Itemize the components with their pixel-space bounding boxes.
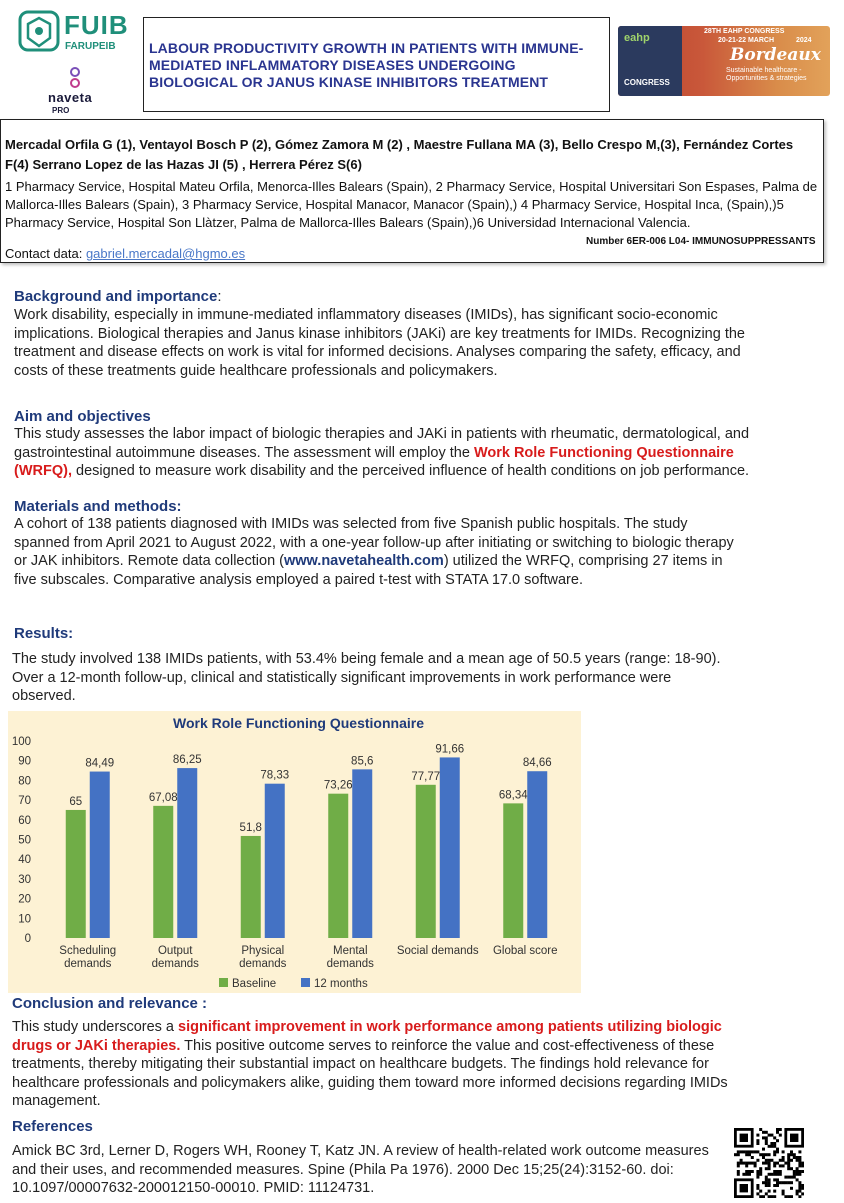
qr-module xyxy=(779,1164,782,1167)
qr-module xyxy=(737,1150,740,1153)
data-label: 91,66 xyxy=(435,743,465,756)
qr-module xyxy=(773,1164,776,1167)
qr-module xyxy=(784,1162,787,1165)
qr-code-icon xyxy=(734,1128,804,1198)
qr-module xyxy=(762,1162,765,1165)
eahp-city: Bordeaux xyxy=(730,45,821,65)
eahp-dates: 20-21-22 MARCH xyxy=(718,37,775,44)
bar-12-months xyxy=(352,769,372,938)
results-section xyxy=(12,650,832,706)
qr-module xyxy=(745,1162,748,1165)
contact-line xyxy=(5,246,245,261)
qr-module xyxy=(776,1148,779,1151)
qr-module xyxy=(790,1167,793,1170)
x-tick-label: demands xyxy=(326,958,374,970)
y-tick-label: 100 xyxy=(11,736,31,748)
qr-module xyxy=(776,1139,779,1142)
methods-heading: Materials and methods: xyxy=(14,498,182,515)
legend-label: Baseline xyxy=(232,978,277,990)
qr-module xyxy=(796,1170,799,1173)
qr-module xyxy=(756,1159,759,1162)
qr-module xyxy=(759,1167,762,1170)
fuib-logo xyxy=(18,10,128,56)
qr-module xyxy=(770,1134,773,1137)
y-tick-label: 20 xyxy=(18,893,31,906)
bar-baseline xyxy=(241,836,261,938)
abstract-number: Number 6ER-006 L04- IMMUNOSUPPRESSANTS xyxy=(586,236,816,247)
qr-module xyxy=(748,1173,751,1176)
aim-body-part1: This study assesses the labor impact of biologic therapies and JAKi in patients with rheumatic, dermatological, and gastrointestinal autoimmune diseases. The assessment will employ the xyxy=(14,426,750,461)
qr-module xyxy=(745,1150,748,1153)
qr-module xyxy=(770,1142,773,1145)
x-tick-label: demands xyxy=(151,958,199,970)
qr-module xyxy=(737,1153,740,1156)
qr-module xyxy=(762,1156,765,1159)
aim-body xyxy=(14,425,774,481)
qr-module xyxy=(801,1184,804,1187)
qr-module xyxy=(751,1156,754,1159)
qr-module xyxy=(798,1159,801,1162)
qr-module xyxy=(756,1173,759,1176)
qr-module xyxy=(759,1153,762,1156)
qr-module xyxy=(748,1162,751,1165)
qr-module xyxy=(790,1134,798,1142)
qr-module xyxy=(754,1150,757,1153)
qr-code[interactable] xyxy=(734,1128,804,1198)
qr-module xyxy=(776,1181,779,1184)
qr-module xyxy=(768,1190,771,1193)
author-box xyxy=(0,119,824,263)
eahp-congress-banner xyxy=(618,26,830,96)
qr-module xyxy=(768,1145,771,1148)
y-tick-label: 70 xyxy=(18,795,31,808)
data-label: 85,6 xyxy=(351,755,374,768)
poster-title: LABOUR PRODUCTIVITY GROWTH IN PATIENTS WITH IMMUNE-MEDIATED INFLAMMATORY DISEASES UNDERGOING BIOLOGICAL OR JANUS KINASE INHIBITORS TREATMENT xyxy=(149,40,584,90)
qr-module xyxy=(776,1162,779,1165)
aim-highlight: Work Role Functioning Questionnaire (WRFQ), xyxy=(14,444,734,480)
qr-module xyxy=(801,1164,804,1167)
qr-module xyxy=(748,1153,751,1156)
x-tick-label: demands xyxy=(239,958,287,970)
qr-module xyxy=(759,1170,762,1173)
qr-module xyxy=(787,1195,790,1198)
references-section xyxy=(12,1118,732,1198)
bar-12-months xyxy=(527,771,547,938)
eahp-year: 2024 xyxy=(796,37,812,44)
qr-module xyxy=(765,1176,768,1179)
qr-module xyxy=(765,1178,768,1181)
qr-module xyxy=(756,1139,759,1142)
qr-module xyxy=(751,1150,754,1153)
y-tick-label: 60 xyxy=(18,814,31,827)
data-label: 67,08 xyxy=(148,791,178,804)
data-label: 73,26 xyxy=(323,779,353,792)
qr-module xyxy=(796,1192,799,1195)
qr-module xyxy=(762,1181,765,1184)
qr-module xyxy=(737,1173,740,1176)
qr-module xyxy=(793,1176,796,1179)
qr-module xyxy=(798,1181,801,1184)
qr-module xyxy=(796,1159,799,1162)
x-tick-label: Physical xyxy=(241,945,285,957)
qr-module xyxy=(779,1128,782,1131)
qr-module xyxy=(773,1150,776,1153)
qr-module xyxy=(796,1178,799,1181)
aim-heading: Aim and objectives xyxy=(14,408,151,425)
qr-module xyxy=(787,1156,790,1159)
qr-module xyxy=(740,1134,748,1142)
contact-email-link[interactable]: gabriel.mercadal@hgmo.es xyxy=(85,246,246,261)
qr-module xyxy=(756,1184,759,1187)
qr-module xyxy=(740,1162,743,1165)
y-tick-label: 40 xyxy=(18,854,31,867)
qr-module xyxy=(798,1150,801,1153)
qr-module xyxy=(798,1187,801,1190)
qr-module xyxy=(798,1184,801,1187)
qr-module xyxy=(779,1181,782,1184)
data-label: 68,34 xyxy=(498,789,528,802)
conclusion-body-part1: This study underscores a xyxy=(12,1019,179,1035)
eahp-brand: eahp xyxy=(624,32,650,44)
navetahealth-link[interactable]: www.navetahealth.com xyxy=(284,553,444,570)
qr-module xyxy=(754,1162,757,1165)
qr-module xyxy=(784,1195,787,1198)
fuib-wordmark: FUIB xyxy=(64,10,129,40)
qr-module xyxy=(796,1190,799,1193)
qr-module xyxy=(765,1159,768,1162)
y-tick-label: 10 xyxy=(18,913,31,926)
qr-module xyxy=(798,1164,801,1167)
fuib-subtitle: FARUPEIB xyxy=(65,41,116,52)
qr-module xyxy=(756,1187,759,1190)
qr-module xyxy=(798,1156,801,1159)
qr-module xyxy=(782,1190,785,1193)
qr-module xyxy=(776,1131,779,1134)
background-heading-colon: : xyxy=(217,288,222,305)
conclusion-heading: Conclusion and relevance : xyxy=(12,995,208,1012)
qr-module xyxy=(756,1192,759,1195)
qr-module xyxy=(776,1184,779,1187)
x-tick-label: Global score xyxy=(492,945,558,957)
conclusion-body xyxy=(12,1018,747,1111)
qr-module xyxy=(768,1195,771,1198)
qr-module xyxy=(793,1173,796,1176)
qr-module xyxy=(773,1173,776,1176)
eahp-congress-label: CONGRESS xyxy=(624,78,670,87)
bar-12-months xyxy=(440,757,460,938)
qr-module xyxy=(798,1195,801,1198)
legend-swatch-baseline xyxy=(219,978,228,987)
results-body: The study involved 138 IMIDs patients, with 53.4% being female and a mean age of 50.5 years (range: 18-90). Over a 12-month follow-up, clinical and statistically significant improvements in work performance were observed. xyxy=(12,651,721,705)
qr-module xyxy=(779,1159,782,1162)
qr-module xyxy=(762,1148,765,1151)
qr-module xyxy=(779,1170,782,1173)
y-tick-label: 90 xyxy=(18,755,31,768)
bar-baseline xyxy=(66,810,86,938)
qr-module xyxy=(770,1173,773,1176)
qr-module xyxy=(754,1164,757,1167)
data-label: 78,33 xyxy=(260,769,290,782)
qr-module xyxy=(768,1159,771,1162)
bar-baseline xyxy=(328,794,348,938)
qr-module xyxy=(790,1181,793,1184)
qr-module xyxy=(787,1181,790,1184)
wrfq-chart xyxy=(8,711,581,993)
data-label: 65 xyxy=(69,795,83,808)
background-section xyxy=(14,288,834,380)
qr-module xyxy=(740,1184,748,1192)
qr-module xyxy=(798,1162,801,1165)
qr-module xyxy=(737,1162,740,1165)
qr-module xyxy=(790,1159,793,1162)
results-heading: Results: xyxy=(14,625,74,642)
qr-module xyxy=(782,1150,785,1153)
qr-module xyxy=(773,1184,776,1187)
x-tick-label: Output xyxy=(157,945,193,957)
qr-module xyxy=(740,1150,743,1153)
qr-module xyxy=(801,1192,804,1195)
qr-module xyxy=(787,1164,790,1167)
results-heading-block xyxy=(14,625,834,642)
qr-module xyxy=(748,1150,751,1153)
qr-module xyxy=(768,1153,771,1156)
qr-module xyxy=(773,1178,776,1181)
qr-module xyxy=(756,1134,759,1137)
conclusion-highlight: significant improvement in work performance among patients utilizing biologic drugs or JAKi therapies. xyxy=(12,1019,722,1054)
bar-12-months xyxy=(90,772,110,938)
naveta-wordmark: naveta xyxy=(48,90,93,105)
bar-baseline xyxy=(153,806,173,938)
qr-module xyxy=(768,1173,771,1176)
data-label: 86,25 xyxy=(172,754,202,767)
qr-module xyxy=(801,1162,804,1165)
qr-module xyxy=(737,1170,740,1173)
naveta-symbol-icon xyxy=(64,66,86,90)
qr-module xyxy=(751,1162,754,1165)
qr-module xyxy=(768,1181,771,1184)
qr-module xyxy=(768,1167,771,1170)
qr-module xyxy=(756,1170,759,1173)
naveta-logo xyxy=(40,66,120,122)
aim-section xyxy=(14,408,834,481)
qr-module xyxy=(787,1159,790,1162)
background-heading: Background and importance xyxy=(14,288,218,305)
qr-module xyxy=(745,1164,748,1167)
y-tick-label: 80 xyxy=(18,775,31,788)
qr-module xyxy=(737,1164,740,1167)
qr-module xyxy=(765,1139,768,1142)
qr-module xyxy=(773,1170,776,1173)
qr-module xyxy=(765,1192,768,1195)
qr-module xyxy=(759,1190,762,1193)
methods-body xyxy=(14,515,744,589)
qr-module xyxy=(759,1173,762,1176)
qr-module xyxy=(742,1162,745,1165)
qr-module xyxy=(773,1195,776,1198)
methods-body-part2: ) utilized the WRFQ, comprising 27 items in five subscales. Comparative analysis employed a paired t-test with STATA 17.0 software. xyxy=(14,553,723,588)
qr-module xyxy=(796,1167,799,1170)
qr-module xyxy=(742,1173,745,1176)
qr-module xyxy=(765,1167,768,1170)
conclusion-section xyxy=(12,995,832,1111)
qr-module xyxy=(773,1142,776,1145)
x-tick-label: demands xyxy=(64,958,112,970)
bar-baseline xyxy=(503,803,523,938)
qr-module xyxy=(745,1153,748,1156)
qr-module xyxy=(773,1145,776,1148)
qr-module xyxy=(762,1153,765,1156)
qr-module xyxy=(787,1176,790,1179)
qr-module xyxy=(768,1162,771,1165)
qr-module xyxy=(776,1178,779,1181)
qr-module xyxy=(773,1136,776,1139)
qr-module xyxy=(773,1190,776,1193)
qr-module xyxy=(740,1159,743,1162)
qr-module xyxy=(776,1170,779,1173)
qr-module xyxy=(765,1142,768,1145)
qr-module xyxy=(768,1184,771,1187)
background-body: Work disability, especially in immune-mediated inflammatory diseases (IMIDs), has significant socio-economic implications. Biological therapies and Janus kinase inhibitors (JAKi) are key treatments for IMIDs. Recognizing the treatment and disease effects on work is vital for informed decisions. Analyses comparing the safety, efficacy, and costs of these treatments guide healthcare professionals and policymakers. xyxy=(14,307,745,379)
eahp-tagline: Sustainable healthcare - Opportunities & strategies xyxy=(726,67,807,82)
qr-module xyxy=(756,1150,759,1153)
methods-body-part1: A cohort of 138 patients diagnosed with IMIDs was selected from five Spanish public hospitals. The study spanned from April 2021 to August 2022, with a one-year follow-up after initiating or switching to biologic therapy or JAK inhibitors. Remote data collection ( xyxy=(14,516,734,570)
qr-module xyxy=(801,1187,804,1190)
qr-module xyxy=(790,1153,793,1156)
references-heading: References xyxy=(12,1118,93,1135)
references-body: Amick BC 3rd, Lerner D, Rogers WH, Rooney T, Katz JN. A review of health-related work outcome measures and their uses, and recommended measures. Spine (Phila Pa 1976). 2000 Dec 15;25(24):3152-60. doi: 10.1097/00007632-200012150-00010. PMID: 11124731. xyxy=(12,1143,709,1197)
qr-module xyxy=(745,1173,748,1176)
qr-module xyxy=(793,1156,796,1159)
legend-swatch-12-months xyxy=(301,978,310,987)
qr-module xyxy=(765,1181,768,1184)
data-label: 84,66 xyxy=(522,757,552,770)
qr-module xyxy=(790,1187,793,1190)
bar-12-months xyxy=(265,784,285,938)
eahp-congress-title: 28TH EAHP CONGRESS xyxy=(704,28,785,35)
qr-module xyxy=(779,1134,782,1137)
y-tick-label: 0 xyxy=(24,933,31,945)
qr-module xyxy=(784,1181,787,1184)
qr-module xyxy=(762,1136,765,1139)
y-tick-label: 50 xyxy=(18,834,31,847)
y-tick-label: 30 xyxy=(18,873,31,886)
qr-module xyxy=(798,1190,801,1193)
naveta-subtitle: PRO xyxy=(52,106,70,115)
qr-module xyxy=(734,1153,737,1156)
qr-module xyxy=(770,1159,773,1162)
qr-module xyxy=(742,1150,745,1153)
qr-module xyxy=(762,1131,765,1134)
qr-module xyxy=(756,1176,759,1179)
qr-module xyxy=(765,1184,768,1187)
qr-module xyxy=(751,1170,754,1173)
qr-module xyxy=(770,1145,773,1148)
conclusion-body-part2: This positive outcome serves to reinforce the value and cost-effectiveness of these treatments, thereby mitigating their substantial impact on healthcare budgets. The findings hold relevance for healthcare professionals and policymakers alike, guiding them toward more informed decisions regarding IMIDs management. xyxy=(12,1037,728,1110)
qr-module xyxy=(798,1173,801,1176)
contact-label: Contact data: xyxy=(5,246,86,261)
authors: Mercadal Orfila G (1), Ventayol Bosch P (2), Gómez Zamora M (2) , Maestre Fullana MA (3), Bello Crespo M,(3), Fernández Cortes F(4) Serrano Lopez de las Hazas JI (5) , Herrera Pérez S(6) xyxy=(5,137,794,172)
data-label: 77,77 xyxy=(411,770,441,783)
qr-module xyxy=(782,1181,785,1184)
qr-module xyxy=(773,1153,776,1156)
qr-module xyxy=(770,1195,773,1198)
qr-module xyxy=(782,1164,785,1167)
qr-module xyxy=(796,1156,799,1159)
qr-module xyxy=(801,1170,804,1173)
qr-module xyxy=(782,1159,785,1162)
x-tick-label: Mental xyxy=(332,945,368,957)
qr-module xyxy=(756,1142,759,1145)
qr-module xyxy=(773,1162,776,1165)
wrfq-bar-chart xyxy=(8,711,581,993)
x-tick-label: Social demands xyxy=(396,945,479,957)
qr-module xyxy=(787,1153,790,1156)
qr-module xyxy=(787,1162,790,1165)
qr-module xyxy=(759,1128,762,1131)
qr-module xyxy=(768,1178,771,1181)
qr-module xyxy=(765,1162,768,1165)
qr-module xyxy=(762,1195,765,1198)
qr-module xyxy=(790,1195,793,1198)
qr-module xyxy=(796,1173,799,1176)
chart-title: Work Role Functioning Questionnaire xyxy=(173,715,424,731)
qr-module xyxy=(765,1136,768,1139)
qr-module xyxy=(798,1170,801,1173)
qr-module xyxy=(776,1150,779,1153)
qr-module xyxy=(768,1134,771,1137)
qr-module xyxy=(790,1176,793,1179)
qr-module xyxy=(745,1170,748,1173)
qr-module xyxy=(793,1170,796,1173)
qr-module xyxy=(768,1164,771,1167)
qr-module xyxy=(779,1173,782,1176)
qr-module xyxy=(759,1195,762,1198)
bar-12-months xyxy=(177,768,197,938)
data-label: 84,49 xyxy=(85,757,115,770)
affiliations: 1 Pharmacy Service, Hospital Mateu Orfila, Menorca-Illes Balears (Spain), 2 Pharmacy Service, Hospital Universitari Son Espases, Palma de Mallorca-Illes Balears (Spain), 3 Pharmacy Service, Hospital Manacor, Manacor (Spain),) 4 Pharmacy Service, Hospital Inca, (Spain),)5 Pharmacy Service, Hospital Son Llàtzer, Palma de Mallorca-Illes Balears (Spain),)6 Universidad Internacional Valencia. xyxy=(5,179,818,230)
aim-body-part2: designed to measure work disability and the perceived influence of health conditions on job performance. xyxy=(71,463,750,480)
qr-module xyxy=(782,1156,785,1159)
qr-module xyxy=(765,1153,768,1156)
qr-module xyxy=(790,1150,793,1153)
data-label: 51,8 xyxy=(239,821,262,834)
title-box xyxy=(143,17,610,112)
qr-module xyxy=(776,1173,779,1176)
qr-module xyxy=(793,1153,796,1156)
qr-module xyxy=(784,1176,787,1179)
legend-label: 12 months xyxy=(314,978,368,990)
qr-module xyxy=(782,1192,785,1195)
qr-module xyxy=(776,1128,779,1131)
qr-module xyxy=(748,1170,751,1173)
bar-baseline xyxy=(416,785,436,938)
x-tick-label: Scheduling xyxy=(59,945,117,957)
qr-module xyxy=(765,1131,768,1134)
methods-section xyxy=(14,498,834,589)
qr-module xyxy=(787,1167,790,1170)
